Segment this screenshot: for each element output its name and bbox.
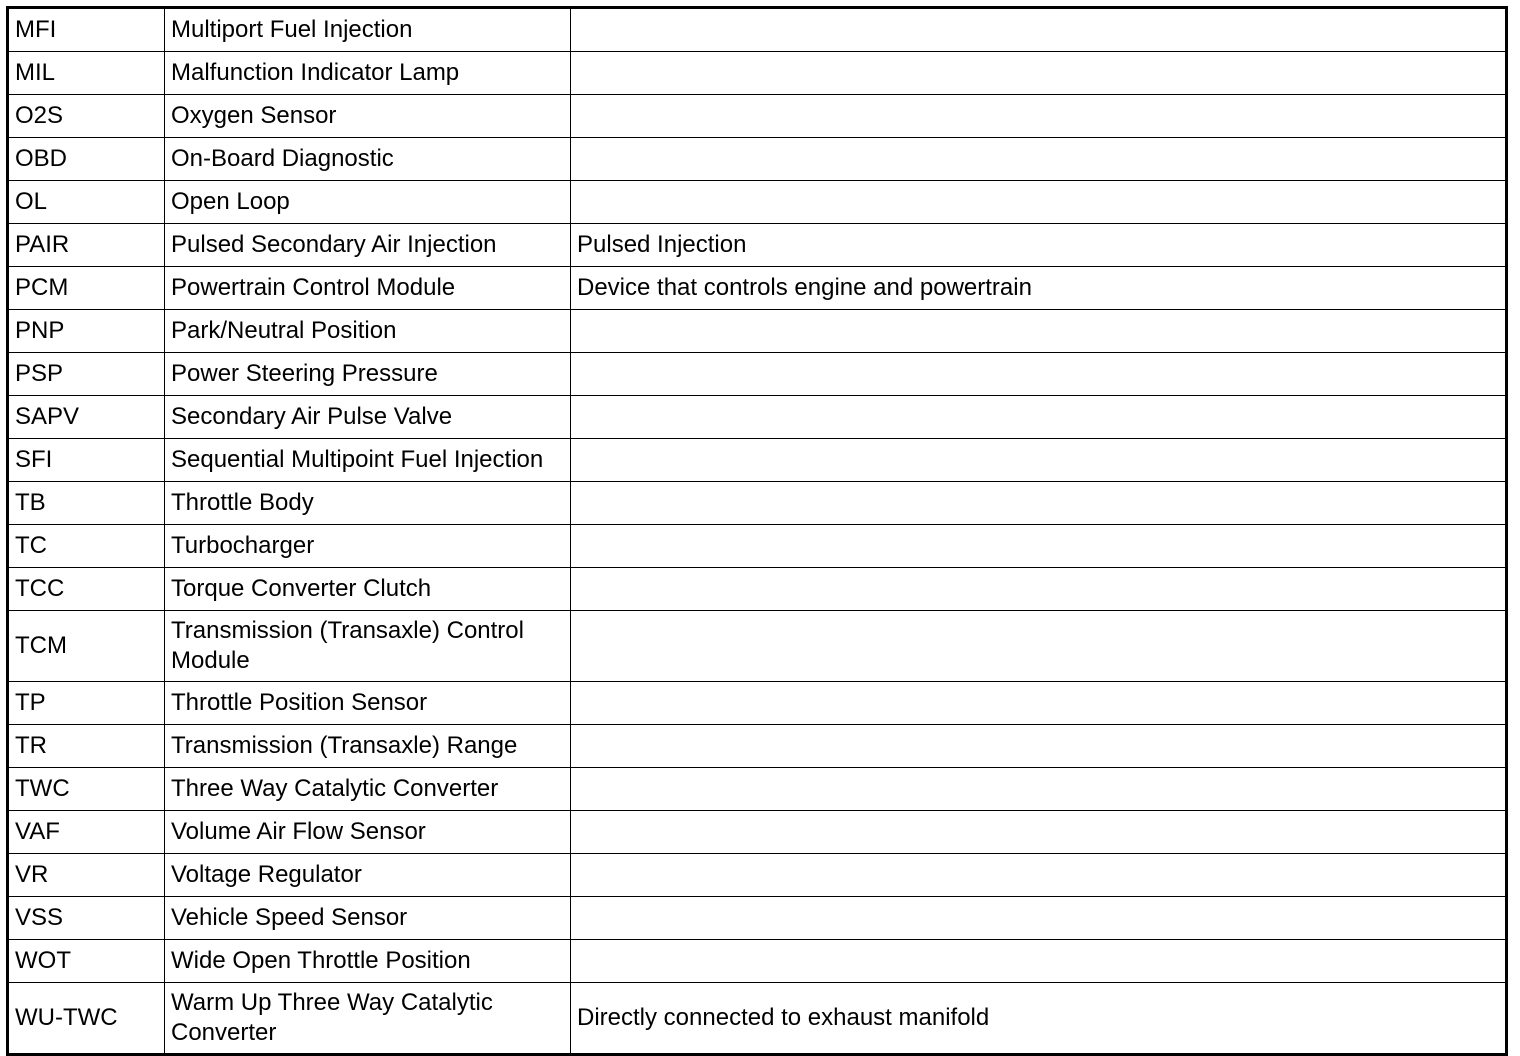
term-cell: Powertrain Control Module bbox=[165, 267, 571, 310]
note-cell bbox=[571, 725, 1507, 768]
note-cell bbox=[571, 611, 1507, 682]
note-cell bbox=[571, 940, 1507, 983]
table-row bbox=[8, 224, 1507, 267]
note-cell bbox=[571, 95, 1507, 138]
abbreviation-cell: PNP bbox=[8, 310, 165, 353]
term-cell: Three Way Catalytic Converter bbox=[165, 768, 571, 811]
term-cell: Turbocharger bbox=[165, 525, 571, 568]
abbreviation-cell: PCM bbox=[8, 267, 165, 310]
term-cell: Oxygen Sensor bbox=[165, 95, 571, 138]
note-cell bbox=[571, 439, 1507, 482]
note-cell bbox=[571, 353, 1507, 396]
note-cell bbox=[571, 768, 1507, 811]
term-cell: Volume Air Flow Sensor bbox=[165, 811, 571, 854]
term-cell: Power Steering Pressure bbox=[165, 353, 571, 396]
abbreviation-cell: VR bbox=[8, 854, 165, 897]
abbreviation-cell: MFI bbox=[8, 8, 165, 52]
note-cell bbox=[571, 52, 1507, 95]
table-row bbox=[8, 568, 1507, 611]
table-row bbox=[8, 482, 1507, 525]
abbreviation-cell: WU-TWC bbox=[8, 983, 165, 1055]
term-cell: Wide Open Throttle Position bbox=[165, 940, 571, 983]
term-cell: Secondary Air Pulse Valve bbox=[165, 396, 571, 439]
table-row bbox=[8, 267, 1507, 310]
abbreviation-cell: OBD bbox=[8, 138, 165, 181]
abbreviation-cell: TR bbox=[8, 725, 165, 768]
table-row bbox=[8, 854, 1507, 897]
note-cell bbox=[571, 525, 1507, 568]
table-row bbox=[8, 525, 1507, 568]
term-cell: Throttle Position Sensor bbox=[165, 682, 571, 725]
table-row bbox=[8, 682, 1507, 725]
table-row bbox=[8, 396, 1507, 439]
note-cell: Device that controls engine and powertrain bbox=[571, 267, 1507, 310]
note-cell bbox=[571, 310, 1507, 353]
table-row bbox=[8, 940, 1507, 983]
abbreviation-table bbox=[6, 6, 1508, 1056]
term-cell: Pulsed Secondary Air Injection bbox=[165, 224, 571, 267]
term-cell: Warm Up Three Way Catalytic Converter bbox=[165, 983, 571, 1055]
note-cell bbox=[571, 682, 1507, 725]
abbreviation-cell: TB bbox=[8, 482, 165, 525]
note-cell bbox=[571, 181, 1507, 224]
term-cell: On-Board Diagnostic bbox=[165, 138, 571, 181]
abbreviation-cell: TCC bbox=[8, 568, 165, 611]
abbreviation-cell: TWC bbox=[8, 768, 165, 811]
note-cell: Pulsed Injection bbox=[571, 224, 1507, 267]
abbreviation-cell: PSP bbox=[8, 353, 165, 396]
abbreviation-cell: OL bbox=[8, 181, 165, 224]
term-cell: Sequential Multipoint Fuel Injection bbox=[165, 439, 571, 482]
term-cell: Throttle Body bbox=[165, 482, 571, 525]
abbreviation-cell: SAPV bbox=[8, 396, 165, 439]
abbreviation-cell: O2S bbox=[8, 95, 165, 138]
abbreviation-table-container bbox=[6, 6, 1508, 1056]
note-cell bbox=[571, 854, 1507, 897]
table-row bbox=[8, 439, 1507, 482]
note-cell bbox=[571, 897, 1507, 940]
abbreviation-cell: TC bbox=[8, 525, 165, 568]
abbreviation-cell: TP bbox=[8, 682, 165, 725]
table-row bbox=[8, 983, 1507, 1055]
table-row bbox=[8, 811, 1507, 854]
table-row bbox=[8, 897, 1507, 940]
term-cell: Park/Neutral Position bbox=[165, 310, 571, 353]
term-cell: Transmission (Transaxle) Control Module bbox=[165, 611, 571, 682]
table-row bbox=[8, 181, 1507, 224]
term-cell: Malfunction Indicator Lamp bbox=[165, 52, 571, 95]
note-cell bbox=[571, 396, 1507, 439]
table-row bbox=[8, 8, 1507, 52]
note-cell: Directly connected to exhaust manifold bbox=[571, 983, 1507, 1055]
term-cell: Transmission (Transaxle) Range bbox=[165, 725, 571, 768]
abbreviation-cell: WOT bbox=[8, 940, 165, 983]
table-row bbox=[8, 52, 1507, 95]
note-cell bbox=[571, 138, 1507, 181]
abbreviation-cell: PAIR bbox=[8, 224, 165, 267]
table-row bbox=[8, 95, 1507, 138]
term-cell: Multiport Fuel Injection bbox=[165, 8, 571, 52]
abbreviation-cell: VSS bbox=[8, 897, 165, 940]
note-cell bbox=[571, 482, 1507, 525]
table-row bbox=[8, 138, 1507, 181]
term-cell: Open Loop bbox=[165, 181, 571, 224]
note-cell bbox=[571, 568, 1507, 611]
note-cell bbox=[571, 811, 1507, 854]
abbreviation-cell: SFI bbox=[8, 439, 165, 482]
table-row bbox=[8, 310, 1507, 353]
table-row bbox=[8, 725, 1507, 768]
table-row bbox=[8, 353, 1507, 396]
abbreviation-cell: TCM bbox=[8, 611, 165, 682]
table-row bbox=[8, 611, 1507, 682]
term-cell: Vehicle Speed Sensor bbox=[165, 897, 571, 940]
abbreviation-cell: VAF bbox=[8, 811, 165, 854]
term-cell: Torque Converter Clutch bbox=[165, 568, 571, 611]
table-row bbox=[8, 768, 1507, 811]
term-cell: Voltage Regulator bbox=[165, 854, 571, 897]
note-cell bbox=[571, 8, 1507, 52]
abbreviation-cell: MIL bbox=[8, 52, 165, 95]
